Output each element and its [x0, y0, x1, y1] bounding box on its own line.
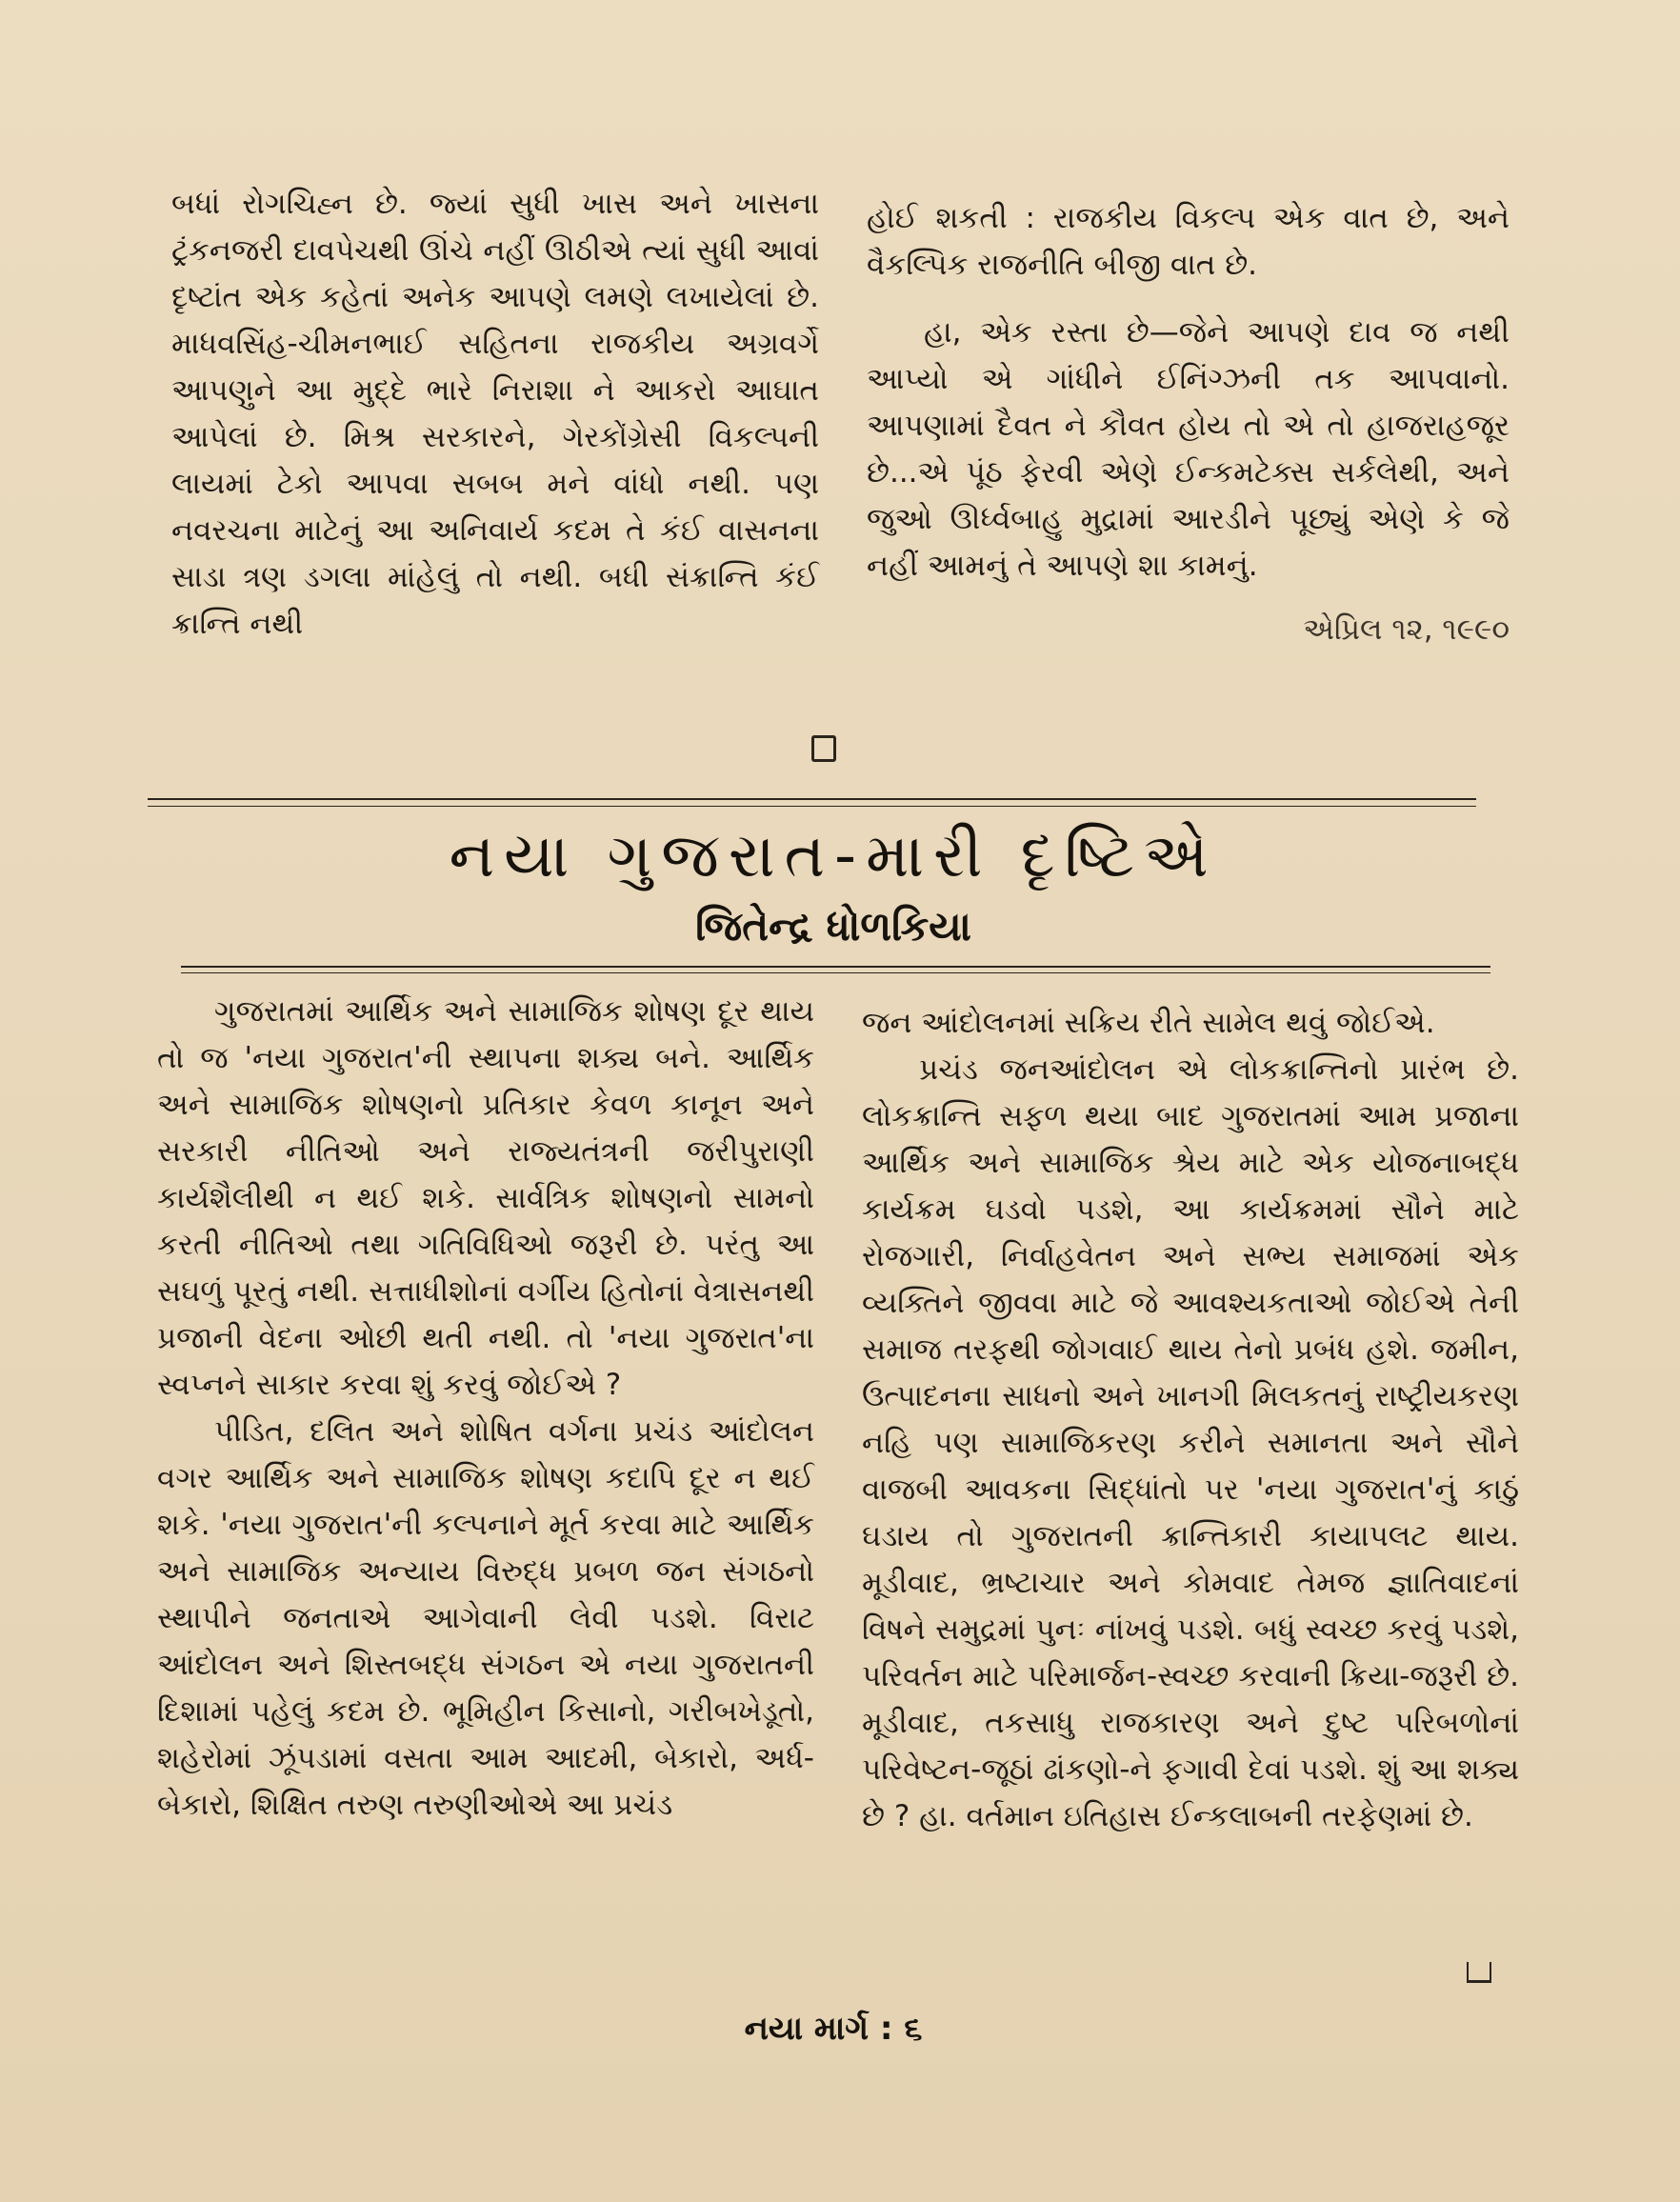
paragraph: ગુજરાતમાં આર્થિક અને સામાજિક શોષણ દૂર થાય તો જ 'નયા ગુજરાત'ની સ્થાપના શક્ય બને. આર્થિક અને સામાજિક શોષણનો પ્રતિકાર કેવળ કાનૂન અને સરકારી નીતિઓ અને રાજ્યતંત્રની જરીપુરાણી કાર્યશૈલીથી ન થઈ શકે. સાર્વત્રિક શોષણનો સામનો કરતી નીતિઓ તથા ગતિવિધિઓ જરૂરી છે. પરંતુ આ સઘળું પૂરતું નથી. સત્તાધીશોનાં વર્ગીય હિતોનાં વેત્રાસનથી પ્રજાની વેદના ઓછી થતી નથી. તો 'નયા ગુજરાત'ના સ્વપ્નને સાકાર કરવા શું કરવું જોઈએ ?: [157, 994, 814, 1402]
article-left-column: [157, 989, 814, 1829]
article-title: નયા ગુજરાત-મારી દૃષ્ટિએ: [449, 821, 1218, 891]
divider-rule: [148, 798, 1476, 800]
article-right-column: [862, 1000, 1519, 1840]
divider-rule: [148, 806, 1476, 807]
previous-article-right-column: [867, 195, 1510, 653]
article-author: જિતેન્દ્ર ધોળકિયા: [695, 903, 971, 950]
paragraph: પીડિત, દલિત અને શોષિત વર્ગના પ્રચંડ આંદોલન વગર આર્થિક અને સામાજિક શોષણ કદાપિ દૂર ન થઈ શકે. 'નયા ગુજરાત'ની કલ્પનાને મૂર્ત કરવા માટે આર્થિક અને સામાજિક અન્યાય વિરુદ્ધ પ્રબળ જન સંગઠનો સ્થાપીને જનતાએ આગેવાની લેવી પડશે. વિરાટ આંદોલન અને શિસ્તબદ્ધ સંગઠન એ નયા ગુજરાતની દિશામાં પહેલું કદમ છે. ભૂમિહીન કિસાનો, ગરીબખેડૂતો, શહેરોમાં ઝૂંપડામાં વસતા આમ આદમી, બેકારો, અર્ધ-બેકારો, શિક્ષિત તરુણ તરુણીઓએ આ પ્રચંડ: [157, 1414, 814, 1822]
previous-article-left-column: [171, 181, 819, 648]
dateline: એપ્રિલ ૧૨, ૧૯૯૦: [1303, 612, 1510, 647]
paragraph: હા, એક રસ્તા છે—જેને આપણે દાવ જ નથી આપ્યો એ ગાંધીને ઈનિંગ્ઝની તક આપવાનો. આપણામાં દૈવત ને કૌવત હોય તો એ તો હાજરાહજૂર છે...એ પૂંઠ ફેરવી એણે ઈન્કમટેક્સ સર્કલેથી, અને જુઓ ઊર્ધ્વબાહુ મુદ્રામાં આરડીને પૂછ્યું એણે કે જે નહીં આમનું તે આપણે શા કામનું.: [867, 315, 1510, 583]
page-footer: નયા માર્ગ : ૬: [744, 2010, 923, 2048]
paragraph: પ્રચંડ જનઆંદોલન એ લોકક્રાન્તિનો પ્રારંભ છે. લોકક્રાન્તિ સફળ થયા બાદ ગુજરાતમાં આમ પ્રજાના આર્થિક અને સામાજિક શ્રેય માટે એક યોજનાબદ્ધ કાર્યક્રમ ઘડવો પડશે, આ કાર્યક્રમમાં સૌને માટે રોજગારી, નિર્વાહવેતન અને સભ્ય સમાજમાં એક વ્યક્તિને જીવવા માટે જે આવશ્યકતાઓ જોઈએ તેની સમાજ તરફથી જોગવાઈ થાય તેનો પ્રબંધ હશે. જમીન, ઉત્પાદનના સાધનો અને ખાનગી મિલકતનું રાષ્ટ્રીયકરણ નહિ પણ સામાજિકરણ કરીને સમાનતા અને સૌને વાજબી આવકના સિદ્ધાંતો પર 'નયા ગુજરાત'નું કાઠું ઘડાય તો ગુજરાતની ક્રાન્તિકારી કાયાપલટ થાય. મૂડીવાદ, ભ્રષ્ટાચાર અને કોમવાદ તેમજ જ્ઞાતિવાદનાં વિષને સમુદ્રમાં પુનઃ નાંખવું પડશે. બધું સ્વચ્છ કરવું પડશે, પરિવર્તન માટે પરિમાર્જન-સ્વચ્છ કરવાની ક્રિયા-જરૂરી છે. મૂડીવાદ, તકસાધુ રાજકારણ અને દુષ્ટ પરિબળોનાં પરિવેષ્ટન-જૂઠાં ઢાંકણો-ને ફગાવી દેવાં પડશે. શું આ શક્ય છે ? હા. વર્તમાન ઇતિહાસ ઈન્કલાબની તરફેણમાં છે.: [862, 1052, 1519, 1833]
paragraph: હોઈ શકતી : રાજકીય વિકલ્પ એક વાત છે, અને વૈકલ્પિક રાજનીતિ બીજી વાત છે.: [867, 201, 1510, 282]
end-of-article-mark-icon: [1467, 1962, 1491, 1983]
paragraph: જન આંદોલનમાં સક્રિય રીતે સામેલ થવું જોઈએ.: [862, 1006, 1435, 1040]
divider-rule: [181, 966, 1490, 968]
end-of-article-mark-icon: [811, 735, 836, 762]
paragraph: બધાં રોગચિહ્ન છે. જ્યાં સુધી ખાસ અને ખાસના ટ્રંકનજરી દાવપેચથી ઊંચે નહીં ઊઠીએ ત્યાં સુધી આવાં દૃષ્ટાંત એક કહેતાં અનેક આપણે લમણે લખાયેલાં છે. માધવસિંહ-ચીમનભાઈ સહિતના રાજકીય અગ્રવર્ગે આપણુને આ મુદ્દે ભારે નિરાશા ને આકરો આઘાત આપેલાં છે. મિશ્ર સરકારને, ગેરકોંગ્રેસી વિકલ્પની લાયમાં ટેકો આપવા સબબ મને વાંધો નથી. પણ નવરચના માટેનું આ અનિવાર્ય કદમ તે કંઈ વાસનના સાડા ત્રણ ડગલા માંહેલું તો નથી. બધી સંક્રાન્તિ કંઈ ક્રાન્તિ નથી: [171, 187, 819, 641]
divider-rule: [181, 972, 1490, 973]
